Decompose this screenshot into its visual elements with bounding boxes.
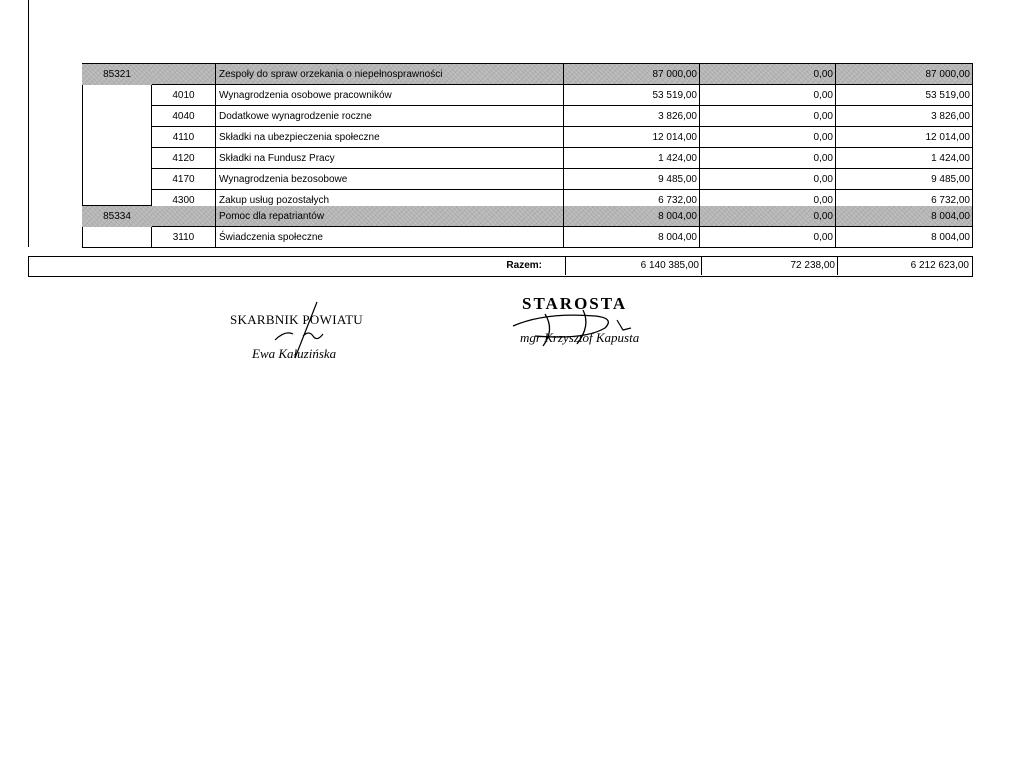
section-header-row: [82, 64, 973, 85]
section-code: [82, 169, 152, 190]
value-change: 0,00: [700, 127, 836, 148]
value-plan: 3 826,00: [564, 106, 700, 127]
value-change: 0,00: [700, 64, 836, 85]
section-code: [82, 106, 152, 127]
paragraph-code: [152, 206, 216, 227]
section-code: [82, 127, 152, 148]
value-plan: 8 004,00: [564, 227, 700, 248]
value-plan: 87 000,00: [564, 64, 700, 85]
value-change: 0,00: [700, 106, 836, 127]
treasurer-title: SKARBNIK POWIATU: [230, 312, 363, 327]
paragraph-code: [152, 64, 216, 85]
paragraph-code: 4110: [152, 127, 216, 148]
table-row: [82, 169, 973, 190]
item-name: Świadczenia społeczne: [216, 227, 564, 248]
value-after-change: 3 826,00: [836, 106, 973, 127]
value-after-change: 87 000,00: [836, 64, 973, 85]
paragraph-code: 3110: [152, 227, 216, 248]
section-header-row: [82, 206, 973, 227]
value-after-change: 53 519,00: [836, 85, 973, 106]
section-code: 85334: [82, 206, 152, 227]
summary-row: [28, 256, 973, 277]
value-after-change: 9 485,00: [836, 169, 973, 190]
table-row: [82, 227, 973, 248]
value-change: 0,00: [700, 169, 836, 190]
left-margin-line: [28, 0, 29, 247]
paragraph-code: 4010: [152, 85, 216, 106]
section-code: [82, 227, 152, 248]
item-name: Składki na ubezpieczenia społeczne: [216, 127, 564, 148]
value-plan: 1 424,00: [564, 148, 700, 169]
value-plan: 53 519,00: [564, 85, 700, 106]
summary-label: Razem:: [506, 260, 542, 271]
table-row: [82, 106, 973, 127]
section-code: [82, 148, 152, 169]
item-name: Dodatkowe wynagrodzenie roczne: [216, 106, 564, 127]
paragraph-code: 4300: [152, 190, 216, 211]
value-change: 0,00: [700, 85, 836, 106]
value-after-change: 8 004,00: [836, 206, 973, 227]
item-name: Wynagrodzenia osobowe pracowników: [216, 85, 564, 106]
value-after-change: 8 004,00: [836, 227, 973, 248]
item-name: Pomoc dla repatriantów: [216, 206, 564, 227]
value-plan: 9 485,00: [564, 169, 700, 190]
starosta-signature-icon: [505, 300, 655, 350]
value-after-change: 6 732,00: [836, 190, 973, 211]
value-change: 0,00: [700, 206, 836, 227]
item-name: Wynagrodzenia bezosobowe: [216, 169, 564, 190]
value-change: 0,00: [700, 190, 836, 211]
item-name: Zespoły do spraw orzekania o niepełnosprawności: [216, 64, 564, 85]
paragraph-code: 4170: [152, 169, 216, 190]
value-plan: 12 014,00: [564, 127, 700, 148]
treasurer-signature-icon: [255, 300, 365, 360]
paragraph-code: 4040: [152, 106, 216, 127]
starosta-name: mgr Krzysztof Kapusta: [520, 330, 640, 345]
item-name: Zakup usług pozostałych: [216, 190, 564, 211]
table-top-border: [82, 63, 973, 64]
treasurer-name: Ewa Kałuzińska: [252, 346, 337, 361]
value-after-change: 1 424,00: [836, 148, 973, 169]
value-change: 0,00: [700, 148, 836, 169]
section-code: [82, 85, 152, 106]
paragraph-code: 4120: [152, 148, 216, 169]
section-code: 85321: [82, 64, 152, 85]
starosta-title: STAROSTA: [522, 294, 628, 313]
summary-value-3: 6 212 623,00: [837, 257, 971, 275]
value-plan: 6 732,00: [564, 190, 700, 211]
item-name: Składki na Fundusz Pracy: [216, 148, 564, 169]
table-row: [82, 148, 973, 169]
value-after-change: 12 014,00: [836, 127, 973, 148]
summary-value-2: 72 238,00: [701, 257, 837, 275]
summary-value-1: 6 140 385,00: [565, 257, 701, 275]
table-row: [82, 85, 973, 106]
value-plan: 8 004,00: [564, 206, 700, 227]
table-row: [82, 127, 973, 148]
value-change: 0,00: [700, 227, 836, 248]
